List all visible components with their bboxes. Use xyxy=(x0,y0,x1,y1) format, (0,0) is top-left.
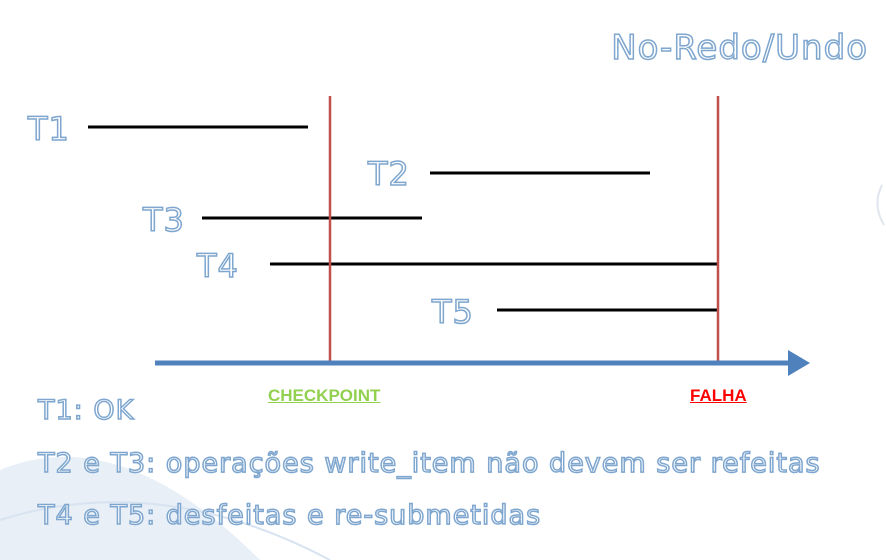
transaction-label-t2: T2 xyxy=(368,155,410,193)
note-t2-t3: T2 e T3: operações write_item não devem ser refeitas xyxy=(38,448,821,479)
note-t1: T1: OK xyxy=(38,395,135,426)
timeline-arrowhead xyxy=(788,350,810,376)
transaction-label-t3: T3 xyxy=(143,201,185,239)
checkpoint-label: CHECKPOINT xyxy=(268,386,381,405)
transaction-label-t1: T1 xyxy=(28,110,70,148)
transaction-label-t4: T4 xyxy=(197,247,239,285)
failure-label: FALHA xyxy=(690,386,747,405)
transaction-label-t5: T5 xyxy=(432,293,474,331)
note-t4-t5: T4 e T5: desfeitas e re-submetidas xyxy=(38,500,542,531)
slide-title: No-Redo/Undo xyxy=(611,28,868,68)
